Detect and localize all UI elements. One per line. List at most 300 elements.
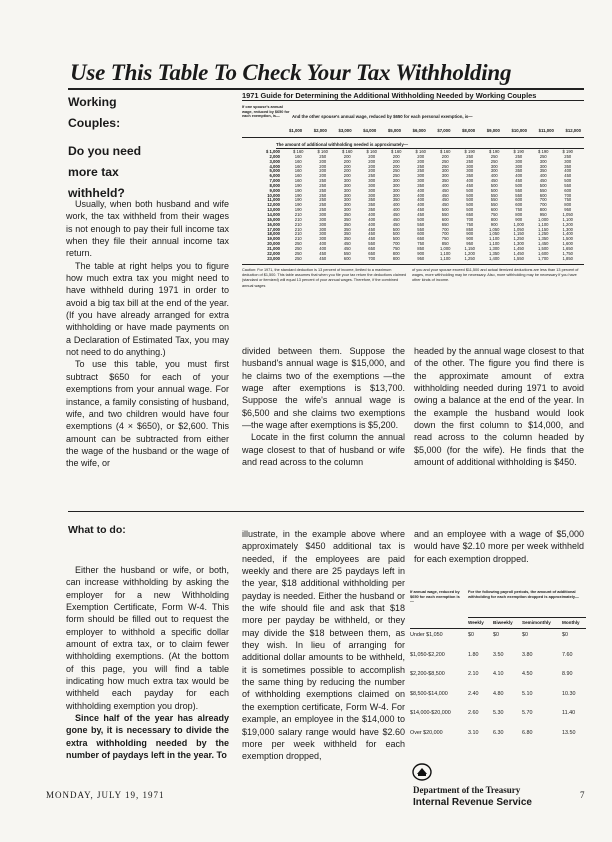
table-cell: 160 bbox=[294, 168, 302, 174]
table-cell: 200 bbox=[343, 168, 351, 174]
table-cell: 300 bbox=[515, 163, 523, 169]
table-cell: 4.80 bbox=[493, 690, 504, 697]
table-cell: 1,050 bbox=[562, 211, 573, 217]
table-cell: 190 bbox=[294, 197, 302, 203]
table-cell: 400 bbox=[417, 202, 425, 208]
table-cell: 650 bbox=[466, 211, 474, 217]
table-cell: 210 bbox=[294, 236, 302, 242]
table-cell: 6.80 bbox=[522, 729, 533, 736]
table-cell: $ 190 bbox=[464, 149, 475, 154]
table-cell: 750 bbox=[417, 241, 425, 247]
body-paragraph: and an employee with a wage of $5,000 would have $2.10 more per week withheld for each exemption dropped. bbox=[414, 529, 584, 564]
table-cell: 250 bbox=[417, 163, 425, 169]
table-cell: 750 bbox=[564, 197, 572, 203]
table-cell: 1,000 bbox=[538, 216, 549, 222]
table-cell: 500 bbox=[539, 182, 547, 188]
table-cell: 160 bbox=[294, 178, 302, 184]
table-cell: 800 bbox=[392, 255, 400, 261]
table-cell: 2.10 bbox=[468, 671, 479, 677]
wage-range: $8,500-$14,000 bbox=[410, 690, 448, 697]
table-cell: 450 bbox=[539, 178, 547, 184]
table-cell: 600 bbox=[441, 216, 449, 222]
row-income: 10,000 bbox=[267, 192, 280, 198]
table-cell: 400 bbox=[368, 216, 376, 222]
table-cell: 350 bbox=[343, 231, 351, 237]
row-income: 11,000 bbox=[267, 197, 280, 203]
table-cell: 300 bbox=[319, 236, 327, 242]
table-cell: 1,100 bbox=[440, 250, 451, 256]
table-cell: 700 bbox=[441, 226, 449, 232]
table-cell: 1,850 bbox=[562, 255, 573, 261]
table-cell: 450 bbox=[490, 178, 498, 184]
table-cell: 1,600 bbox=[538, 250, 549, 256]
heading-question-3: withheld? bbox=[68, 186, 125, 200]
table-cell: 300 bbox=[392, 178, 400, 184]
table-cell: 300 bbox=[417, 173, 425, 179]
table-cell: 200 bbox=[319, 158, 327, 164]
table-cell: 400 bbox=[319, 245, 327, 251]
table-cell: 300 bbox=[490, 163, 498, 169]
table-cell: 250 bbox=[392, 173, 400, 179]
table-cell: 200 bbox=[319, 173, 327, 179]
table-cell: 400 bbox=[441, 182, 449, 188]
table-cell: 250 bbox=[294, 245, 302, 251]
table-cell: $0 bbox=[493, 632, 499, 638]
table-cell: 600 bbox=[490, 207, 498, 213]
table-cell: 350 bbox=[343, 226, 351, 232]
table-cell: 300 bbox=[417, 178, 425, 184]
table-row bbox=[410, 632, 586, 652]
exemption-table-right-header: For the following payroll periods, the amount of additional withholding for each exemption dropped is approximately— bbox=[468, 589, 579, 599]
big-table-left-header: If one spouse's annual wage, reduced by $650 for each exemption, is— bbox=[242, 105, 290, 119]
table-cell: 950 bbox=[539, 211, 547, 217]
table-cell: 500 bbox=[564, 178, 572, 184]
table-cell: 1,100 bbox=[440, 255, 451, 261]
table-cell: 300 bbox=[368, 182, 376, 188]
table-cell: 1,450 bbox=[513, 245, 524, 251]
page-number: 7 bbox=[580, 790, 586, 800]
table-cell: 1,200 bbox=[464, 250, 475, 256]
table-cell: 250 bbox=[539, 153, 547, 159]
table-cell: 300 bbox=[392, 182, 400, 188]
table-cell: 300 bbox=[466, 168, 474, 174]
table-cell: 350 bbox=[564, 163, 572, 169]
intro-column bbox=[66, 198, 229, 470]
table-cell: 6.30 bbox=[493, 729, 504, 736]
table-cell: 650 bbox=[441, 221, 449, 227]
table-cell: 1,050 bbox=[489, 226, 500, 232]
table-cell: 500 bbox=[466, 197, 474, 203]
table-cell: $ 190 bbox=[513, 149, 524, 154]
table-cell: 750 bbox=[515, 207, 523, 213]
row-income: 20,000 bbox=[267, 241, 280, 247]
table-row bbox=[244, 257, 584, 262]
table-cell: 950 bbox=[564, 207, 572, 213]
table-cell: $ 160 bbox=[391, 149, 402, 154]
table-cell: 210 bbox=[294, 221, 302, 227]
table-cell: 500 bbox=[490, 187, 498, 193]
table-cell: 600 bbox=[539, 192, 547, 198]
table-cell: 1,150 bbox=[464, 245, 475, 251]
table-cell: 550 bbox=[490, 202, 498, 208]
table-cell: 250 bbox=[294, 241, 302, 247]
table-cell: 700 bbox=[466, 216, 474, 222]
table-cell: 800 bbox=[392, 250, 400, 256]
table-cell: 1,700 bbox=[538, 255, 549, 261]
table-cell: 300 bbox=[441, 168, 449, 174]
table-cell: 300 bbox=[539, 163, 547, 169]
table-cell: 300 bbox=[343, 207, 351, 213]
department-of-treasury: Department of the Treasury bbox=[413, 785, 521, 795]
table-cell: 300 bbox=[490, 168, 498, 174]
table-cell: 300 bbox=[368, 178, 376, 184]
table-row bbox=[410, 730, 586, 750]
wage-column-header: $5,000 bbox=[387, 128, 402, 133]
wage-column-header: $7,000 bbox=[437, 128, 451, 133]
table-cell: 750 bbox=[392, 245, 400, 251]
treasury-seal-icon bbox=[412, 763, 432, 781]
table-cell: 550 bbox=[417, 226, 425, 232]
table-cell: 250 bbox=[490, 153, 498, 159]
table-cell: $ 190 bbox=[538, 149, 549, 154]
table-cell: $ 190 bbox=[489, 149, 500, 154]
table-cell: 800 bbox=[515, 211, 523, 217]
table-cell: 550 bbox=[515, 192, 523, 198]
table-cell: 400 bbox=[515, 173, 523, 179]
table-cell: 500 bbox=[466, 187, 474, 193]
what-to-do-column-1 bbox=[66, 564, 229, 762]
page-title: Use This Table To Check Your Tax Withholding bbox=[70, 60, 512, 85]
big-table-mid-header: And the other spouse's annual wage, reduced by $650 for each personal exemption, is— bbox=[292, 114, 473, 119]
table-cell: 300 bbox=[368, 192, 376, 198]
table-cell: 350 bbox=[392, 197, 400, 203]
body-paragraph: headed by the annual wage closest to that of the other. The figure you find there is the approximate amount of extra withholding needed during 1971 to avoid owing a balance at the end of the year. In the example the husband would look down the first column to $14,000, and read across to the column headed by $5,000 (for the wife). He finds that the amount of additional withholding is $450. bbox=[414, 346, 584, 468]
table-cell: 250 bbox=[441, 163, 449, 169]
heading-question-1: Do you need bbox=[68, 144, 142, 158]
big-table-grid bbox=[244, 150, 584, 261]
table-cell: 300 bbox=[319, 226, 327, 232]
row-income: 22,000 bbox=[267, 250, 280, 256]
table-cell: $ 160 bbox=[440, 149, 451, 154]
table-cell: 2.60 bbox=[468, 710, 479, 716]
table-cell: 190 bbox=[294, 187, 302, 193]
table-cell: $ 160 bbox=[293, 149, 304, 154]
table-cell: 350 bbox=[515, 168, 523, 174]
table-cell: 450 bbox=[368, 226, 376, 232]
table-cell: 4.50 bbox=[522, 671, 533, 677]
table-cell: 190 bbox=[294, 207, 302, 213]
table-row bbox=[410, 671, 586, 691]
table-cell: 1,400 bbox=[489, 255, 500, 261]
table-cell: 1,400 bbox=[562, 231, 573, 237]
intro-paragraph: To use this table, you must first subtract $650 for each of your exemptions from your annual wage. For instance, a family consisting of husband, wife, and two children would have four exemptions (4 × $650), or $2,600. This amount can be subtracted from either the wage of the husband or the wage of the wife, or bbox=[66, 359, 229, 469]
table-cell: 200 bbox=[368, 168, 376, 174]
row-income: 5,000 bbox=[269, 168, 280, 174]
row-income: 3,000 bbox=[269, 158, 280, 164]
row-income: 23,000 bbox=[267, 255, 280, 261]
table-cell: 1,100 bbox=[562, 216, 573, 222]
table-cell: 250 bbox=[319, 178, 327, 184]
table-cell: 1,600 bbox=[562, 241, 573, 247]
table-cell: 300 bbox=[515, 158, 523, 164]
table-cell: 300 bbox=[368, 187, 376, 193]
table-cell: 500 bbox=[466, 192, 474, 198]
wage-column-header: $9,000 bbox=[486, 128, 500, 133]
table-cell: 3.50 bbox=[493, 651, 504, 658]
table-cell: 1,450 bbox=[538, 241, 549, 247]
table-cell: 300 bbox=[319, 221, 327, 227]
left-heading bbox=[68, 92, 218, 204]
title-rule bbox=[68, 88, 584, 90]
table-cell: 300 bbox=[539, 158, 547, 164]
table-cell: 500 bbox=[392, 236, 400, 242]
table-cell: 450 bbox=[392, 211, 400, 217]
table-cell: 550 bbox=[564, 182, 572, 188]
table-cell: 450 bbox=[417, 211, 425, 217]
table-cell: 450 bbox=[392, 216, 400, 222]
table-cell: 300 bbox=[343, 197, 351, 203]
table-cell: 300 bbox=[343, 178, 351, 184]
wage-range: Under $1,050 bbox=[410, 632, 443, 638]
table-cell: 1,500 bbox=[562, 236, 573, 242]
row-income: 7,000 bbox=[269, 178, 280, 184]
table-cell: 900 bbox=[466, 231, 474, 237]
intro-paragraph: Usually, when both husband and wife work, the tax withheld from their wages is not enough to pay their full income tax when they file their annual income tax return. bbox=[66, 199, 229, 259]
wage-range: Over $20,000 bbox=[410, 729, 443, 736]
row-income: 19,000 bbox=[267, 236, 280, 242]
table-cell: 250 bbox=[319, 197, 327, 203]
row-income: 17,000 bbox=[267, 226, 280, 232]
table-row bbox=[410, 691, 586, 711]
col-biweekly: Biweekly bbox=[493, 620, 513, 625]
table-cell: 750 bbox=[441, 236, 449, 242]
table-cell: 300 bbox=[343, 182, 351, 188]
table-cell: 7.60 bbox=[562, 651, 573, 658]
row-income: 8,000 bbox=[269, 182, 280, 188]
table-cell: 600 bbox=[515, 197, 523, 203]
table-cell: 1,050 bbox=[489, 231, 500, 237]
table-cell: 450 bbox=[441, 187, 449, 193]
caution-note-left: Caution: For 1971, the standard deduction is 13 percent of income, limited to a maximum deduction of $1,500. This table assumes that when you file your tax return the deductions claimed (standard or itemized) will equal 13 percent of your annual wages. Therefore, if the combined annual wages bbox=[242, 268, 407, 288]
wage-range: $14,000-$20,000 bbox=[410, 710, 451, 716]
big-table-rule bbox=[242, 264, 584, 265]
table-cell: 250 bbox=[417, 168, 425, 174]
table-cell: 190 bbox=[294, 182, 302, 188]
table-cell: 400 bbox=[417, 197, 425, 203]
table-cell: 450 bbox=[368, 231, 376, 237]
table-cell: 700 bbox=[564, 192, 572, 198]
table-cell: 700 bbox=[368, 255, 376, 261]
table-cell: $ 160 bbox=[366, 149, 377, 154]
wage-column-header: $8,000 bbox=[462, 128, 476, 133]
table-cell: 190 bbox=[294, 192, 302, 198]
table-cell: 350 bbox=[539, 168, 547, 174]
table-cell: 1,000 bbox=[440, 245, 451, 251]
heading-working: Working bbox=[68, 95, 117, 109]
table-cell: 350 bbox=[368, 207, 376, 213]
table-cell: 300 bbox=[466, 163, 474, 169]
table-cell: 450 bbox=[441, 202, 449, 208]
table-cell: 400 bbox=[417, 192, 425, 198]
table-cell: 300 bbox=[319, 231, 327, 237]
table-cell: 550 bbox=[515, 187, 523, 193]
table-cell: 350 bbox=[343, 236, 351, 242]
table-cell: 160 bbox=[294, 158, 302, 164]
wage-column-header: $2,000 bbox=[313, 128, 327, 133]
table-cell: 250 bbox=[466, 153, 474, 159]
table-cell: 450 bbox=[417, 207, 425, 213]
table-cell: 600 bbox=[515, 202, 523, 208]
table-cell: 1,350 bbox=[489, 250, 500, 256]
table-cell: 250 bbox=[319, 187, 327, 193]
table-cell: 400 bbox=[368, 221, 376, 227]
table-cell: 1,300 bbox=[513, 241, 524, 247]
table-cell: 160 bbox=[294, 163, 302, 169]
middle-column-2 bbox=[242, 345, 405, 468]
table-cell: 400 bbox=[490, 173, 498, 179]
table-cell: 250 bbox=[392, 168, 400, 174]
body-paragraph: divided between them. Suppose the husband's annual wage is $15,000, and he claims two of the exemptions —the wage after exemptions is $13,700. Suppose the wife's annual wage is $6,500 and she claims two exemptions—the wage after exemptions is $5,200. bbox=[242, 346, 405, 431]
table-cell: 200 bbox=[343, 158, 351, 164]
table-cell: $ 160 bbox=[317, 149, 328, 154]
what-to-do-column-2 bbox=[242, 528, 405, 763]
exemption-table-rule bbox=[468, 617, 586, 618]
table-cell: 500 bbox=[417, 216, 425, 222]
table-cell: 500 bbox=[466, 202, 474, 208]
table-cell: 450 bbox=[319, 250, 327, 256]
table-cell: 900 bbox=[490, 221, 498, 227]
table-cell: 1.80 bbox=[468, 651, 479, 658]
table-cell: 200 bbox=[417, 153, 425, 159]
table-cell: 1,550 bbox=[513, 255, 524, 261]
table-cell: 1,250 bbox=[513, 236, 524, 242]
table-cell: 250 bbox=[564, 153, 572, 159]
table-cell: 500 bbox=[466, 207, 474, 213]
table-cell: 450 bbox=[343, 241, 351, 247]
table-cell: 250 bbox=[294, 250, 302, 256]
table-cell: 250 bbox=[515, 153, 523, 159]
table-cell: 750 bbox=[466, 221, 474, 227]
row-income: 18,000 bbox=[267, 231, 280, 237]
table-cell: 550 bbox=[343, 250, 351, 256]
heading-question-2: more tax bbox=[68, 165, 119, 179]
table-cell: 200 bbox=[368, 158, 376, 164]
table-cell: 800 bbox=[490, 216, 498, 222]
table-cell: 1,650 bbox=[562, 245, 573, 251]
table-cell: 350 bbox=[343, 216, 351, 222]
table-cell: 350 bbox=[343, 211, 351, 217]
table-cell: 1,200 bbox=[562, 221, 573, 227]
table-cell: 1,350 bbox=[538, 236, 549, 242]
footer-date: MONDAY, JULY 19, 1971 bbox=[46, 790, 165, 800]
table-cell: 210 bbox=[294, 231, 302, 237]
table-cell: 550 bbox=[368, 241, 376, 247]
table-cell: 350 bbox=[417, 182, 425, 188]
table-cell: 800 bbox=[564, 202, 572, 208]
internal-revenue-service: Internal Revenue Service bbox=[413, 797, 532, 808]
table-cell: 300 bbox=[564, 158, 572, 164]
table-cell: $ 190 bbox=[562, 149, 573, 154]
table-cell: 250 bbox=[466, 158, 474, 164]
table-cell: 1,100 bbox=[489, 241, 500, 247]
table-row bbox=[410, 652, 586, 672]
table-cell: 550 bbox=[441, 211, 449, 217]
row-income: 21,000 bbox=[267, 245, 280, 251]
big-table-rule bbox=[242, 137, 584, 138]
table-cell: $ 160 bbox=[342, 149, 353, 154]
table-cell: 1,150 bbox=[538, 226, 549, 232]
table-cell: 500 bbox=[515, 182, 523, 188]
table-cell: 400 bbox=[539, 173, 547, 179]
row-income: 4,000 bbox=[269, 163, 280, 169]
table-cell: 450 bbox=[441, 197, 449, 203]
table-cell: $0 bbox=[562, 632, 568, 638]
table-cell: 1,050 bbox=[513, 226, 524, 232]
table-cell: 210 bbox=[294, 211, 302, 217]
table-cell: 400 bbox=[392, 207, 400, 213]
table-cell: 200 bbox=[368, 153, 376, 159]
table-cell: 200 bbox=[319, 168, 327, 174]
table-cell: 500 bbox=[490, 182, 498, 188]
table-cell: 450 bbox=[319, 255, 327, 261]
table-cell: 300 bbox=[319, 211, 327, 217]
table-cell: 3.10 bbox=[468, 729, 479, 736]
table-cell: 200 bbox=[392, 153, 400, 159]
wage-column-header: $10,000 bbox=[511, 128, 528, 133]
table-cell: $ 160 bbox=[415, 149, 426, 154]
table-cell: 550 bbox=[417, 221, 425, 227]
exemption-table-left-header: If annual wage, reduced by $650 for each exemption is— bbox=[410, 589, 460, 604]
table-cell: 400 bbox=[564, 168, 572, 174]
table-row bbox=[410, 710, 586, 730]
caution-note-right: of you and your spouse exceed $11,500 and actual itemized deductions are less than 13 percent of wages, more withholding may be necessary. Also, more withholding may be necessary if you have other kinds of income. bbox=[412, 268, 579, 283]
table-cell: 160 bbox=[294, 173, 302, 179]
table-cell: 250 bbox=[319, 153, 327, 159]
table-cell: 350 bbox=[466, 173, 474, 179]
what-to-do-heading: What to do: bbox=[68, 524, 126, 536]
wage-column-header: $6,000 bbox=[412, 128, 426, 133]
table-cell: 300 bbox=[441, 173, 449, 179]
table-cell: 300 bbox=[392, 192, 400, 198]
big-table-rule bbox=[242, 100, 584, 101]
table-cell: 600 bbox=[343, 255, 351, 261]
row-income: 16,000 bbox=[267, 221, 280, 227]
table-cell: 1,300 bbox=[489, 245, 500, 251]
table-cell: 200 bbox=[343, 173, 351, 179]
row-income: $ 1,000 bbox=[266, 149, 280, 154]
table-cell: 900 bbox=[466, 236, 474, 242]
table-cell: 450 bbox=[564, 173, 572, 179]
table-cell: 3.80 bbox=[522, 651, 533, 658]
table-cell: 11.40 bbox=[562, 710, 576, 716]
table-cell: 400 bbox=[392, 202, 400, 208]
table-cell: 400 bbox=[466, 178, 474, 184]
col-semimonthly: Semimonthly bbox=[522, 620, 551, 625]
table-cell: 550 bbox=[490, 197, 498, 203]
table-cell: 600 bbox=[564, 187, 572, 193]
table-cell: 550 bbox=[490, 192, 498, 198]
table-cell: 210 bbox=[294, 226, 302, 232]
table-cell: 250 bbox=[319, 202, 327, 208]
col-weekly: Weekly bbox=[468, 620, 484, 625]
table-cell: 300 bbox=[319, 216, 327, 222]
table-cell: 250 bbox=[441, 158, 449, 164]
table-cell: 450 bbox=[466, 182, 474, 188]
exemption-table-rule bbox=[410, 628, 586, 629]
table-cell: 1,000 bbox=[513, 221, 524, 227]
table-cell: 350 bbox=[368, 197, 376, 203]
row-income: 6,000 bbox=[269, 173, 280, 179]
